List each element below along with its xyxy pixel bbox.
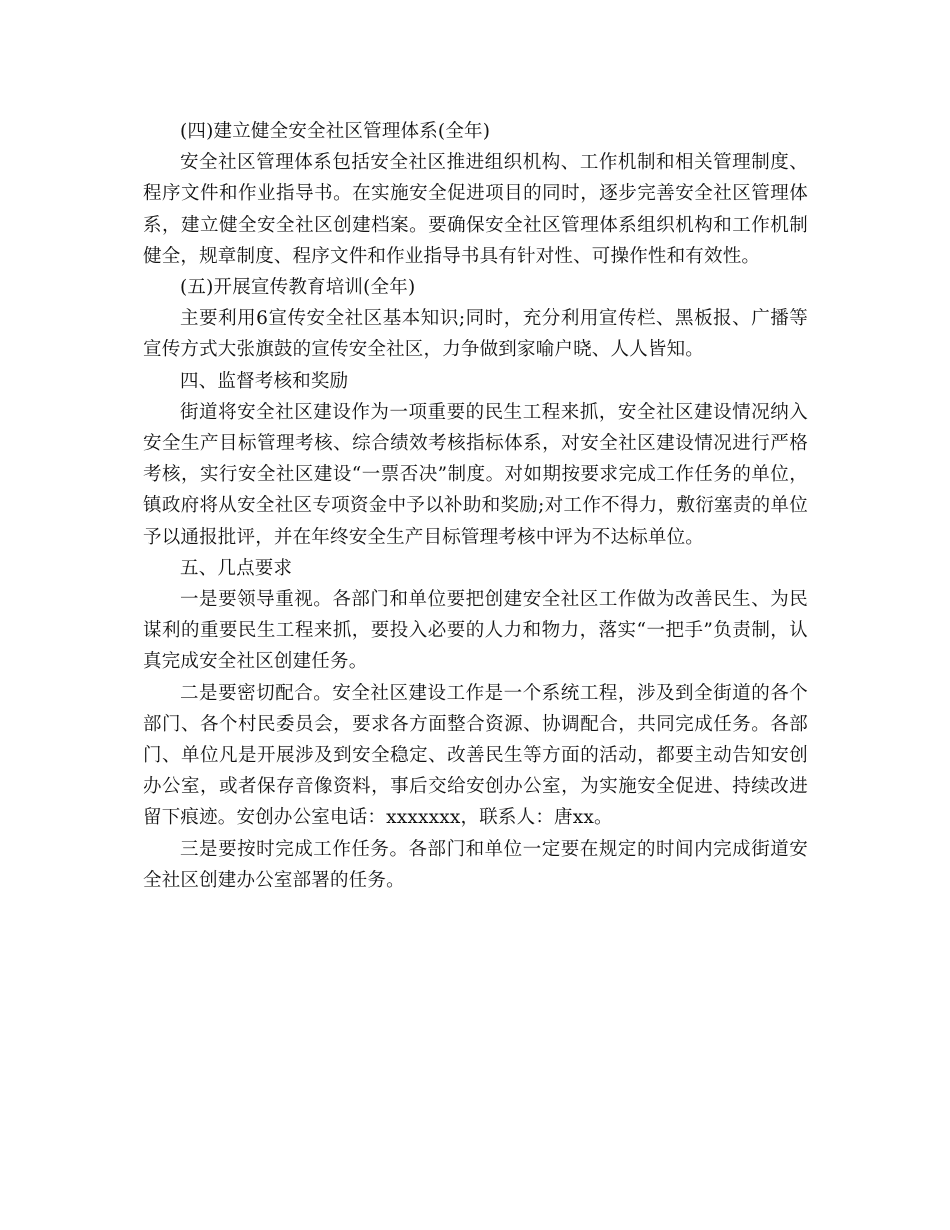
paragraph-supervision: 街道将安全社区建设作为一项重要的民生工程来抓，安全社区建设情况纳入安全生产目标管理考核、综合绩效考核指标体系，对安全社区建设情况进行严格考核，实行安全社区建设“一票否决”制度。对如期按要求完成工作任务的单位，镇政府将从安全社区专项资金中予以补助和奖励;对工作不得力，敷衍塞责的单位予以通报批评，并在年终安全生产目标管理考核中评为不达标单位。	[143, 401, 808, 548]
paragraph-management-system: 安全社区管理体系包括安全社区推进组织机构、工作机制和相关管理制度、程序文件和作业指导书。在实施安全促进项目的同时，逐步完善安全社区管理体系，建立健全安全社区创建档案。要确保安全社区管理体系组织机构和工作机制健全，规章制度、程序文件和作业指导书具有针对性、可操作性和有效性。	[143, 152, 808, 267]
paragraph-requirement-1: 一是要领导重视。各部门和单位要把创建安全社区工作做为改善民生、为民谋利的重要民生工程来抓，要投入必要的人力和物力，落实“一把手”负责制，认真完成安全社区创建任务。	[143, 589, 808, 673]
chapter-heading-4: 四、监督考核和奖励	[180, 370, 349, 392]
section-heading-5: (五)开展宣传教育培训(全年)	[180, 277, 416, 299]
chapter-heading-5: 五、几点要求	[180, 557, 293, 579]
document-body	[143, 116, 808, 896]
paragraph-publicity: 主要利用6宣传安全社区基本知识;同时，充分利用宣传栏、黑板报、广播等宣传方式大张旗鼓的宣传安全社区，力争做到家喻户晓、人人皆知。	[143, 308, 808, 361]
paragraph-requirement-2: 二是要密切配合。安全社区建设工作是一个系统工程，涉及到全街道的各个部门、各个村民委员会，要求各方面整合资源、协调配合，共同完成任务。各部门、单位凡是开展涉及到安全稳定、改善民生等方面的活动，都要主动告知安创办公室，或者保存音像资料，事后交给安创办公室，为实施安全促进、持续改进留下痕迹。安创办公室电话：xxxxxxx，联系人：唐xx。	[143, 682, 808, 829]
paragraph-requirement-3: 三是要按时完成工作任务。各部门和单位一定要在规定的时间内完成街道安全社区创建办公室部署的任务。	[143, 838, 808, 891]
section-heading-4: (四)建立健全安全社区管理体系(全年)	[180, 121, 491, 142]
